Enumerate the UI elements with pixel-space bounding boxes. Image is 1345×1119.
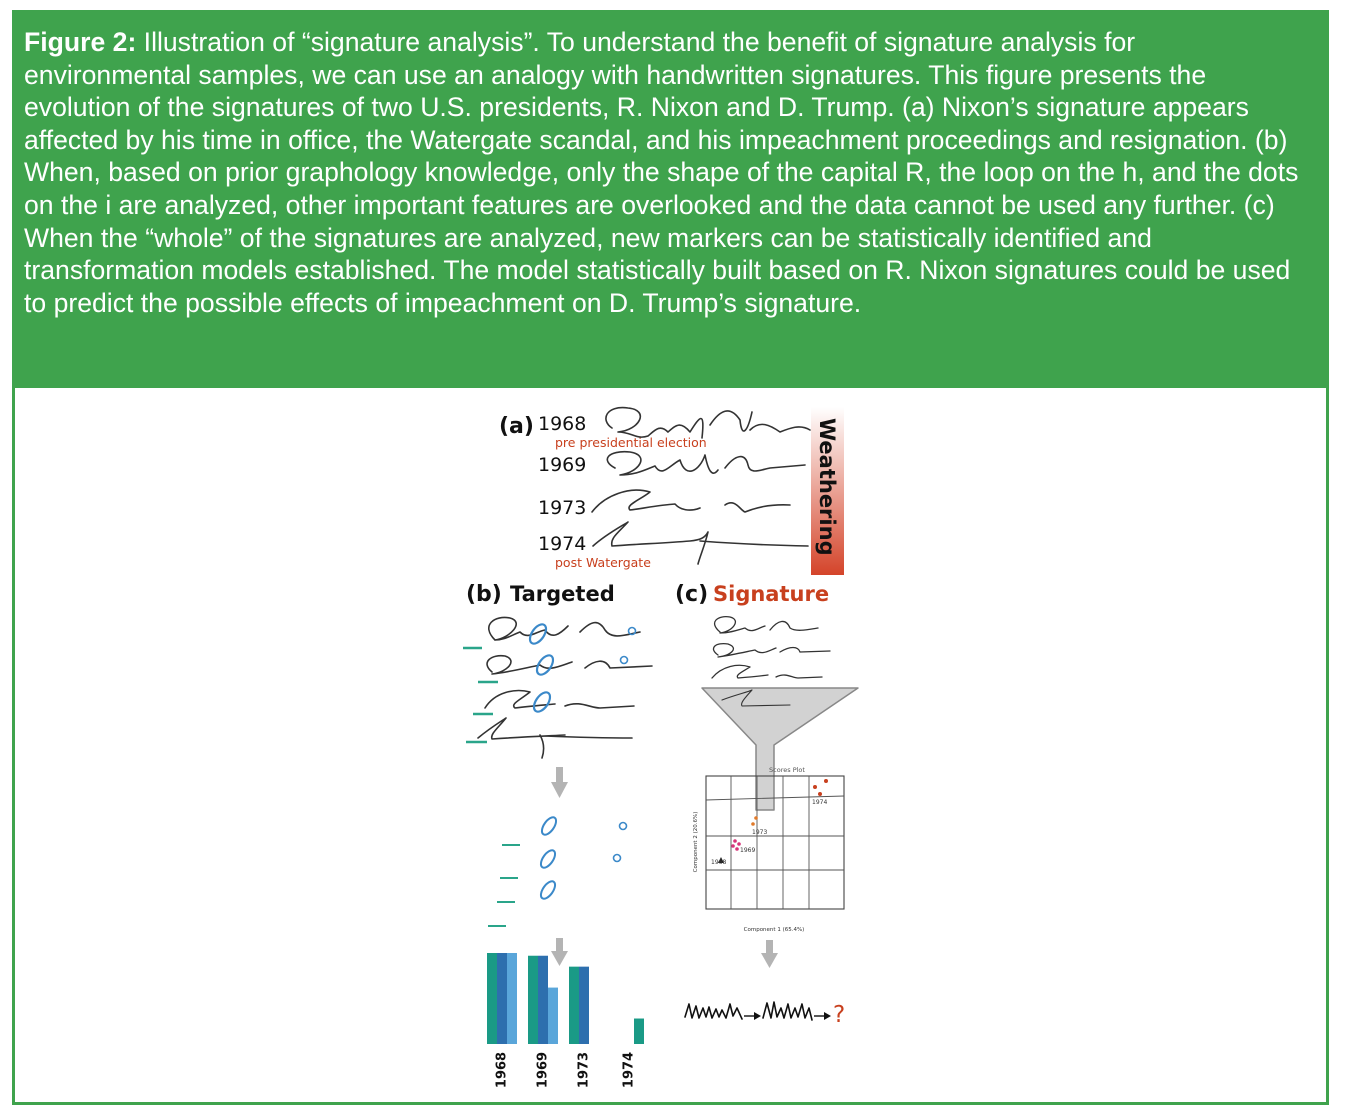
feature-loop-1973	[538, 879, 558, 901]
year-1968-label: 1968	[538, 413, 587, 435]
signature-1973	[592, 490, 790, 512]
bar-1973-1	[569, 967, 579, 1044]
plot-ylabel: Component 2 (20.6%)	[693, 811, 699, 873]
bar-1969-3	[548, 988, 558, 1044]
signature-1968	[606, 408, 810, 438]
trump-signature-prediction	[685, 1002, 845, 1028]
bar-1969-1	[528, 956, 538, 1044]
panel-c-label: (c)	[675, 582, 709, 607]
bar-1968-3	[507, 953, 517, 1044]
plot-xlabel: Component 1 (65.4%)	[743, 927, 805, 933]
feature-loop-1969	[538, 848, 558, 870]
targeted-bar-chart	[487, 953, 644, 1088]
points-1974	[813, 779, 828, 796]
pre-election-note: pre presidential election	[555, 435, 707, 450]
bar-1968-1	[487, 953, 497, 1044]
feature-dot-1968	[620, 823, 627, 830]
targeted-loop-1968	[527, 622, 549, 647]
funnel	[702, 688, 858, 810]
plot-area	[706, 776, 844, 909]
panel-a-label: (a)	[499, 414, 534, 439]
bar-year-label-1969: 1969	[535, 1051, 551, 1089]
feature-loop-1968	[539, 815, 559, 837]
post-watergate-note: post Watergate	[555, 555, 651, 570]
prediction-question-mark: ?	[833, 1002, 846, 1028]
down-arrow-c	[761, 940, 778, 968]
bar-year-label-1974: 1974	[621, 1051, 637, 1089]
year-1969-label: 1969	[538, 454, 587, 476]
bar-1969-2	[538, 956, 548, 1044]
signature-1969	[607, 452, 805, 475]
scores-plot-title: Scores Plot	[769, 766, 805, 774]
weathering-label: Weathering	[815, 418, 839, 556]
feature-dot-1969	[614, 855, 621, 862]
plot-gridlines	[706, 776, 844, 909]
year-1974-label: 1974	[538, 533, 587, 555]
point-label-1973: 1973	[752, 829, 768, 836]
caption-text: Illustration of “signature analysis”. To understand the benefit of signature analysis for environmental samples, we can use an analogy with handwritten signatures. This figure presents the evolution of the signatures of two U.S. presidents, R. Nixon and D. Trump. (a) Nixon’s signature appears affected by his time in office, the Watergate scandal, and his impeachment proceedings and resignation. (b) When, based on prior graphology knowledge, only the shape of the capital R, the loop on the h, and the dots on the i are analyzed, other important features are overlooked and the data cannot be used any further. (c) When the “whole” of the signatures are analyzed, new markers can be statistically identified and transformation models established. The model statistically built based on R. Nixon signatures could be used to predict the possible effects of impeachment on D. Trump’s signature.	[24, 27, 1299, 318]
bar-1968-2	[497, 953, 507, 1044]
extracted-features	[488, 815, 627, 926]
targeted-signatures	[463, 617, 652, 758]
down-arrow-b2	[551, 938, 568, 966]
panel-b-title: Targeted	[510, 582, 615, 606]
bar-1974-3	[634, 1019, 644, 1044]
panel-c-title: Signature	[713, 582, 830, 606]
bar-year-label-1973: 1973	[576, 1051, 592, 1089]
point-label-1969: 1969	[740, 847, 756, 854]
targeted-dot-1969	[621, 657, 628, 664]
bar-year-label-1968: 1968	[494, 1051, 510, 1089]
down-arrow-b1	[551, 767, 568, 798]
point-label-1974: 1974	[812, 799, 828, 806]
signature-inputs	[712, 617, 830, 678]
panel-b-label: (b)	[466, 582, 502, 607]
year-1973-label: 1973	[538, 497, 587, 519]
point-label-1968: 1968	[711, 859, 727, 866]
targeted-loop-1969	[534, 653, 556, 678]
bar-1973-2	[579, 967, 589, 1044]
targeted-loop-1973	[531, 690, 553, 715]
caption-label: Figure 2:	[24, 27, 137, 57]
